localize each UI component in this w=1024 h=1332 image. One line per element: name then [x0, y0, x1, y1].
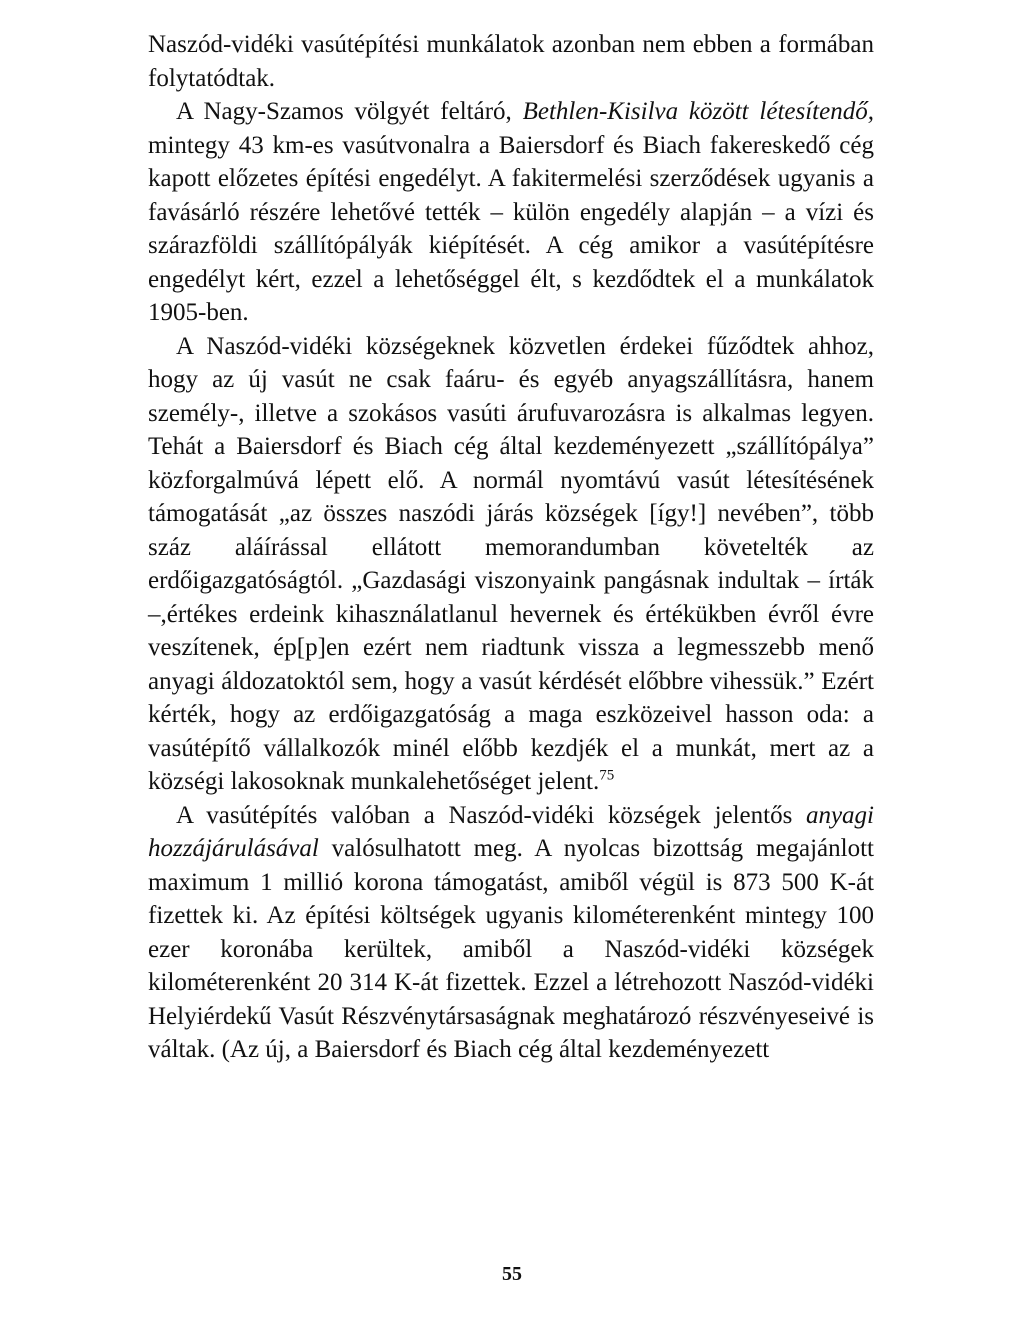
- paragraph-2-text-b: mintegy 43 km-es vasútvonalra a Baiersdorf és Biach fakereskedő cég kapott előzetes építési engedélyt. A fakitermelési szerződések ugyanis a favásárló részére lehetővé tették – külön engedély alapján – a vízi és szárazföldi szállítópályák kiépítését. A cég amikor a vasútépítésre engedélyt kért, ezzel a lehetőséggel élt, s kezdődtek el a munkálatok 1905-ben.: [148, 131, 874, 326]
- paragraph-4-text-a: A vasútépítés valóban a Naszód-vidéki községek jelentős: [176, 801, 806, 829]
- paragraph-4-italic: anyagi hozzájárulásával: [148, 801, 874, 862]
- paragraph-4: [148, 799, 874, 1067]
- footnote-ref-75[interactable]: 75: [599, 767, 615, 784]
- paragraph-2-text-a: A Nagy-Szamos völgyét feltáró,: [176, 98, 523, 125]
- paragraph-2: [148, 95, 874, 330]
- paragraph-2-italic: Bethlen-Kisilva között létesítendő,: [522, 98, 874, 125]
- paragraph-3: [148, 330, 874, 799]
- paragraph-1: [148, 28, 874, 95]
- page-number: 55: [502, 1263, 522, 1285]
- paragraph-3-text: A Naszód-vidéki községeknek közvetlen érdekei fűződtek ahhoz, hogy az új vasút ne csak faáru- és egyéb anyagszállításra, hanem személy-, illetve a szokásos vasúti árufuvarozásra is alkalmas legyen. Tehát a Baiersdorf és Biach cég által kezdeményezett „szállítópálya” közforgalmúvá lépett elő. A normál nyomtávú vasút létesítésének támogatását „az összes naszódi járás községek [így!] nevében”, több száz aláírással ellátott memorandumban követelték az erdőigazgatóságtól. „Gazdasági viszonyaink pangásnak indultak – írták –,értékes erdeink kihasználatlanul hevernek és értékükben évről évre veszítenek, ép[p]en ezért nem riadtunk vissza a legmesszebb menő anyagi áldozatoktól sem, hogy a vasút kérdését előbbre vihessük.” Ezért kérték, hogy az erdőigazgatóság a maga eszközeivel hasson oda: a vasútépítő vállalkozók minél előbb kezdjék el a munkát, mert az a községi lakosoknak munkalehetőséget jelent.: [148, 332, 874, 795]
- paragraph-1-text: Naszód-vidéki vasútépítési munkálatok azonban nem ebben a formában folytatódtak.: [148, 31, 874, 92]
- page-body: [148, 28, 874, 1067]
- paragraph-4-text-b: valósulhatott meg. A nyolcas bizottság megajánlott maximum 1 millió korona támogatást, amiből végül is 873 500 K-át fizettek ki. Az építési költségek ugyanis kilométerenként mintegy 100 ezer koronába kerültek, amiből a Naszód-vidéki községek kilométerenként 20 314 K-át fizettek. Ezzel a létrehozott Naszód-vidéki Helyiérdekű Vasút Részvénytársaságnak meghatározó részvényeseivé is váltak. (Az új, a Baiersdorf és Biach cég által kezdeményezett: [148, 835, 874, 1063]
